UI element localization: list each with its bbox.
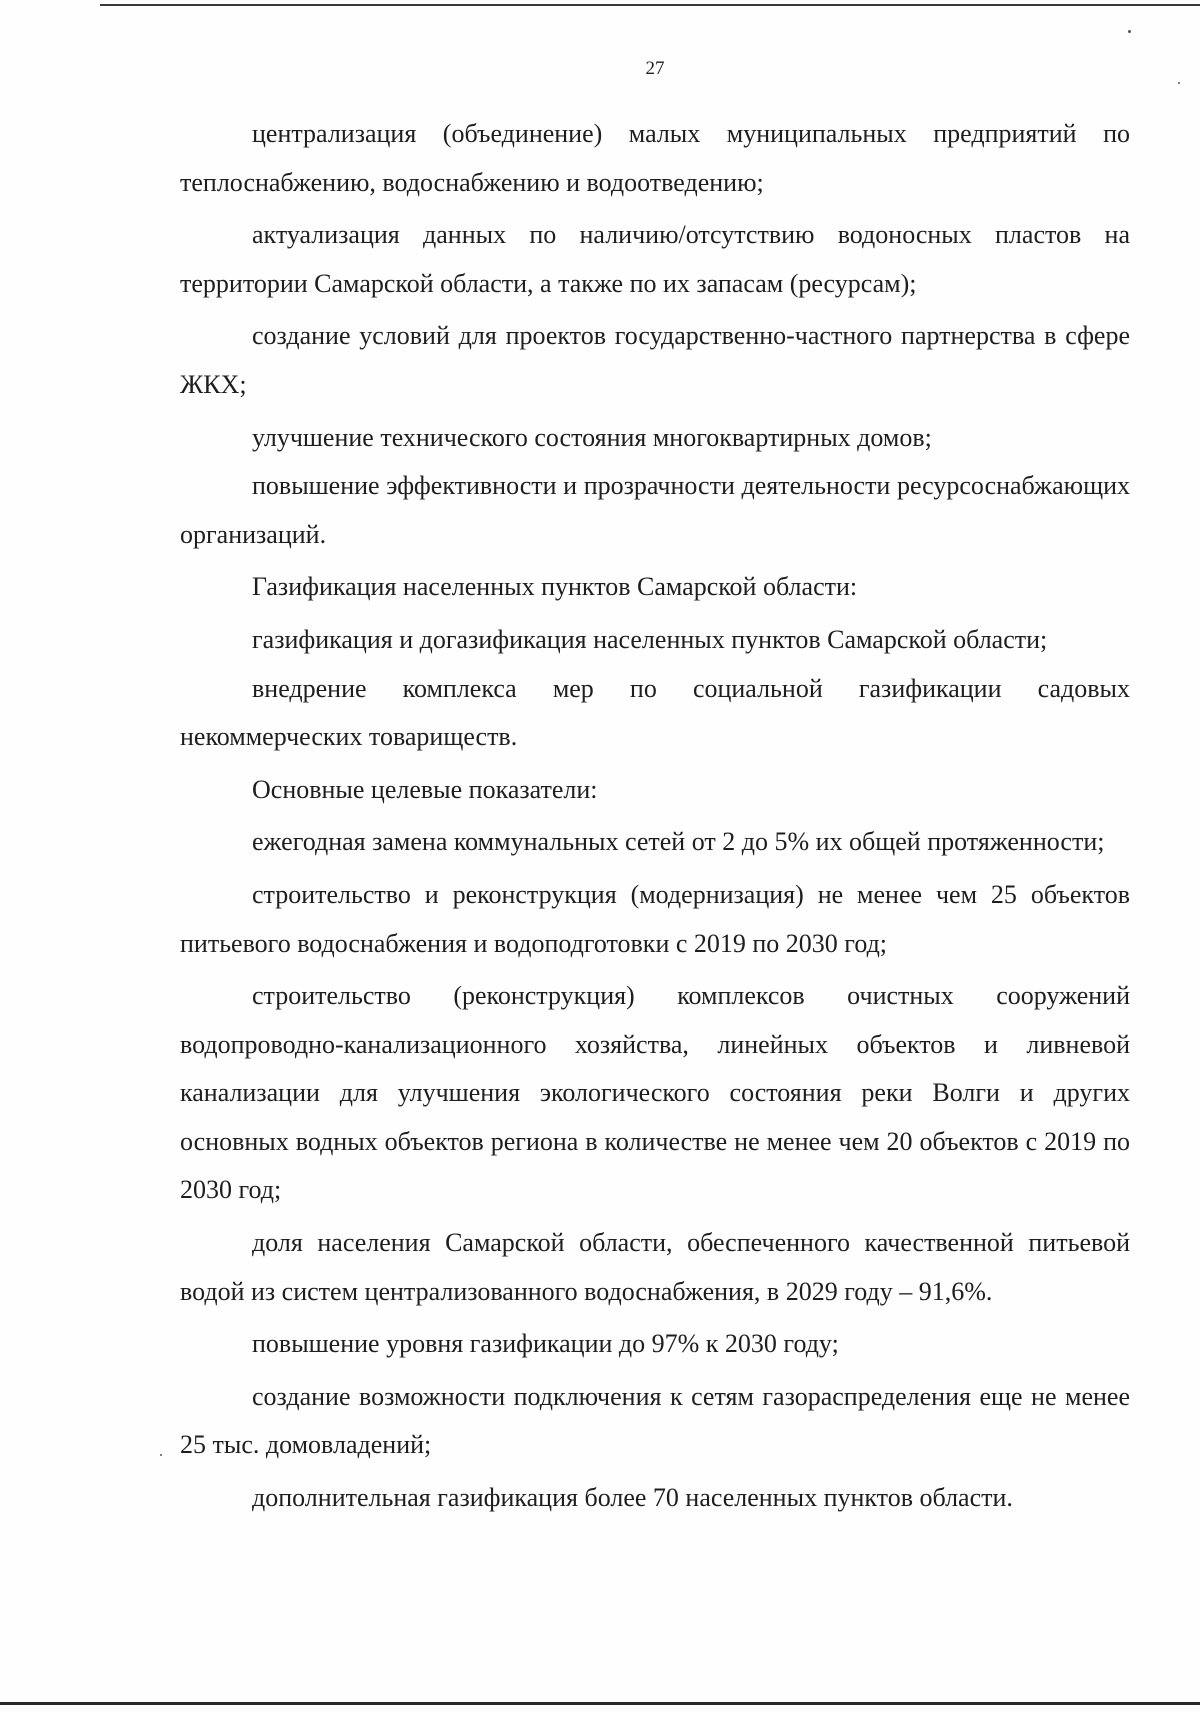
paragraph: централизация (объединение) малых муниципальных предприятий по теплоснабжению, водоснабжению и водоотведению; — [180, 119, 1130, 197]
scan-speck — [1128, 30, 1131, 33]
paragraph: строительство и реконструкция (модернизация) не менее чем 25 объектов питьевого водоснабжения и водоподготовки с 2019 по 2030 год; — [180, 879, 1130, 958]
scan-speck — [1178, 82, 1180, 84]
paragraph: создание условий для проектов государственно-частного партнерства в сфере ЖКХ; — [180, 321, 1130, 399]
paragraph: Газификация населенных пунктов Самарской области: — [252, 572, 858, 602]
paragraph: ежегодная замена коммунальных сетей от 2 до 5% их общей протяженности; — [252, 827, 1105, 857]
paragraph: газификация и догазификация населенных пунктов Самарской области; — [252, 624, 1048, 654]
page-number: 27 — [645, 58, 665, 79]
scan-speck — [160, 1454, 162, 1456]
top-edge-line — [100, 4, 1200, 6]
document-body — [180, 110, 1130, 1523]
paragraph: доля населения Самарской области, обеспеченного качественной питьевой водой из систем централизованного водоснабжения, в 2029 году – 91,6%. — [180, 1228, 1130, 1306]
paragraph: повышение эффективности и прозрачности деятельности ресурсоснабжающих организаций. — [180, 471, 1130, 549]
paragraph: актуализация данных по наличию/отсутствию водоносных пластов на территории Самарской области, а также по их запасам (ресурсам); — [180, 220, 1130, 298]
paragraph: внедрение комплекса мер по социальной газификации садовых некоммерческих товариществ. — [180, 673, 1130, 752]
bottom-edge-line — [0, 1702, 1200, 1705]
paragraph: улучшение технического состояния многоквартирных домов; — [252, 422, 932, 452]
paragraph: Основные целевые показатели: — [252, 774, 598, 804]
paragraph: дополнительная газификация более 70 населенных пунктов области. — [252, 1483, 1013, 1513]
paragraph: повышение уровня газификации до 97% к 2030 году; — [252, 1329, 839, 1359]
paragraph: создание возможности подключения к сетям газораспределения еще не менее 25 тыс. домовладений; — [180, 1381, 1130, 1460]
paragraph: строительство (реконструкция) комплексов очистных сооружений водопроводно-канализационного хозяйства, линейных объектов и ливневой канализации для улучшения экологического состояния реки Волги и других основных водных объектов региона в количестве не менее чем 20 объектов с 2019 по 2030 год; — [180, 981, 1130, 1205]
